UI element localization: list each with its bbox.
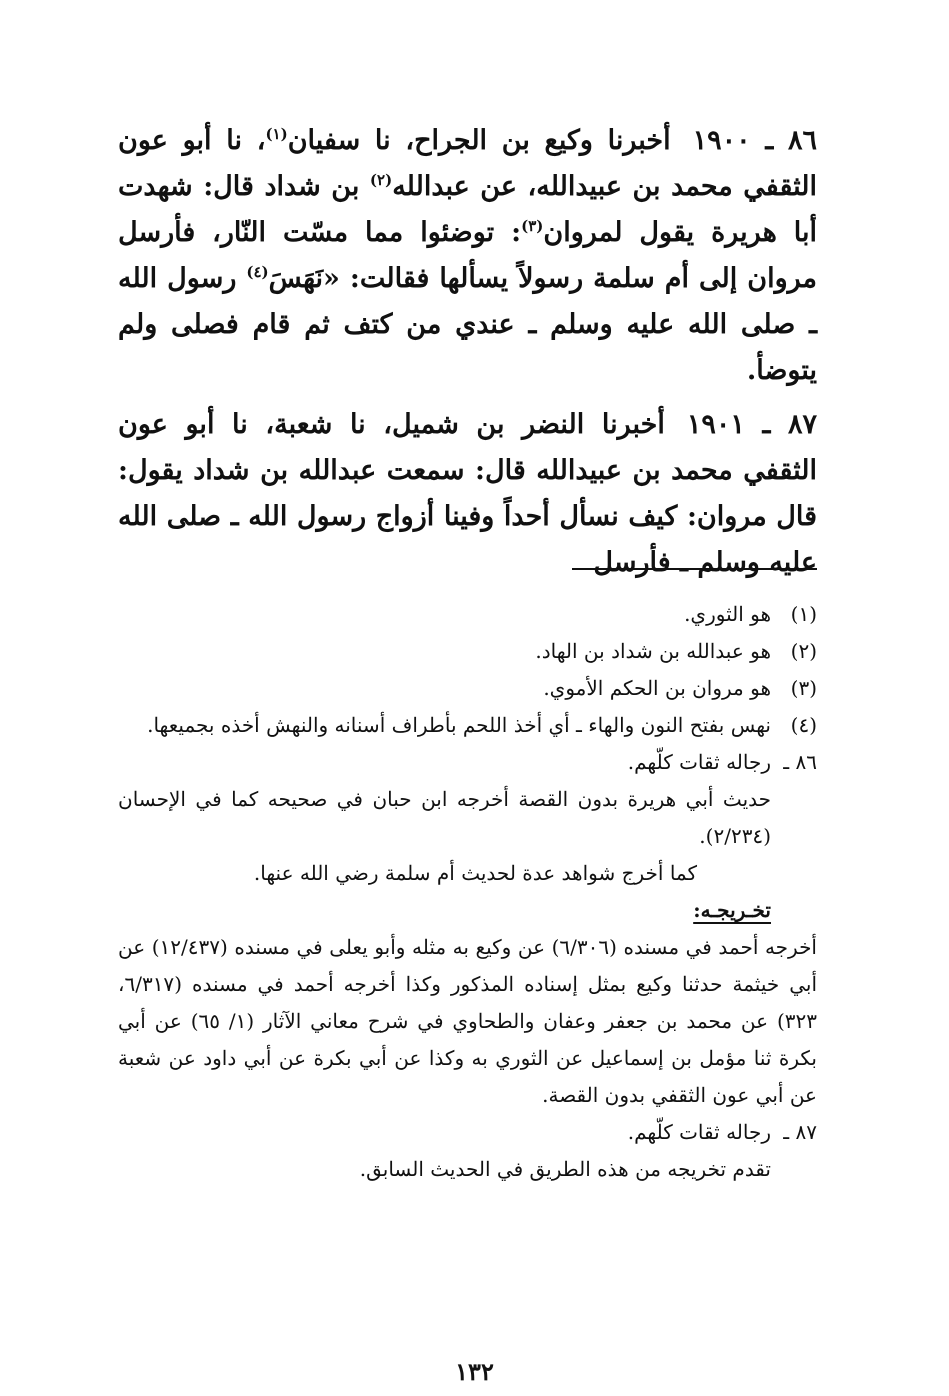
footnote xyxy=(118,670,817,707)
hadith-text: أخبرنا وكيع بن الجراح، نا سفيان xyxy=(287,125,671,156)
footnote-separator xyxy=(572,568,817,570)
main-text xyxy=(118,118,817,586)
commentary-87-header xyxy=(118,1114,817,1151)
commentary-marker: ٨٧ ـ xyxy=(783,1120,817,1144)
footnote-text: هو مروان بن الحكم الأموي. xyxy=(543,676,771,700)
hadith-text: ، نا أبو عون الثقفي محمد بن عبيدالله، عن عبدالله xyxy=(118,125,817,202)
footnote-ref: (٣) xyxy=(521,217,544,235)
footnote xyxy=(118,707,817,744)
book-page xyxy=(118,118,817,1336)
hadith-87 xyxy=(118,402,817,586)
footnote-ref: (٤) xyxy=(246,263,269,281)
footnotes-section xyxy=(118,596,817,1188)
footnote-marker: (٢) xyxy=(790,639,817,663)
footnote xyxy=(118,596,817,633)
footnote xyxy=(118,633,817,670)
page-number: ١٣٢ xyxy=(455,1357,494,1386)
footnote-text: هو عبدالله بن شداد بن الهاد. xyxy=(535,639,771,663)
commentary-text: حديث أبي هريرة بدون القصة أخرجه ابن حبان في صحيحه كما في الإحسان (٢/٢٣٤). xyxy=(118,787,771,848)
hadith-number: ٨٦ ـ ١٩٠٠ xyxy=(692,125,817,156)
hadith-text: : توضئوا مما مسّت النّار، فأرسل مروان إلى أم سلمة رسولاً يسألها فقالت: «نَهَسَ xyxy=(118,217,817,294)
footnote-ref: (١) xyxy=(265,125,288,143)
takhrij-text: أخرجه أحمد في مسنده (٦/٣٠٦) عن وكيع به مثله وأبو يعلى في مسنده (١٢/٤٣٧) عن أبي خيثمة حدثنا وكيع بمثل إسناده المذكور وكذا أخرجه أحمد في مسنده (٦/٣١٧، ٣٢٣) عن محمد بن جعفر وعفان والطحاوي في شرح معاني الآثار (١/ ٦٥) عن أبي بكرة ثنا مؤمل بن إسماعيل عن الثوري به وكذا عن أبي بكرة عن أبي داود عن شعبة عن أبي عون الثقفي بدون القصة. xyxy=(118,935,817,1107)
footnote-text: هو الثوري. xyxy=(684,602,771,626)
commentary-86-header xyxy=(118,744,817,781)
rijal-note: رجاله ثقات كلّهم. xyxy=(627,1120,771,1144)
hadith-number: ٨٧ ـ ١٩٠١ xyxy=(686,409,817,440)
hadith-text: أخبرنا النضر بن شميل، نا شعبة، نا أبو عون الثقفي محمد بن عبيدالله قال: سمعت عبدالله بن شداد يقول: قال مروان: كيف نسأل أحداً وفينا أزواج رسول الله ـ صلى الله عليه وسلم ـ فأرسل xyxy=(118,409,817,578)
takhrij-heading: تخـريجـه: xyxy=(693,898,771,922)
hadith-text: رسول الله ـ صلى الله عليه وسلم ـ عندي من كتف ثم قام فصلى ولم يتوضأ. xyxy=(118,263,817,386)
footnote-marker: (٤) xyxy=(790,713,817,737)
footnote-marker: (١) xyxy=(790,602,817,626)
hadith-text: بن شداد قال: شهدت أبا هريرة يقول لمروان xyxy=(118,171,817,248)
footnote-ref: (٢) xyxy=(369,171,393,189)
footnote-marker: (٣) xyxy=(790,676,817,700)
commentary-text: كما أخرج شواهد عدة لحديث أم سلمة رضي الله عنها. xyxy=(253,861,697,885)
hadith-86 xyxy=(118,118,817,394)
commentary-text: تقدم تخريجه من هذه الطريق في الحديث السابق. xyxy=(359,1157,771,1181)
rijal-note: رجاله ثقات كلّهم. xyxy=(627,750,771,774)
footnote-text: نهس بفتح النون والهاء ـ أي أخذ اللحم بأطراف أسنانه والنهش أخذه بجميعها. xyxy=(147,713,771,737)
commentary-marker: ٨٦ ـ xyxy=(783,750,817,774)
